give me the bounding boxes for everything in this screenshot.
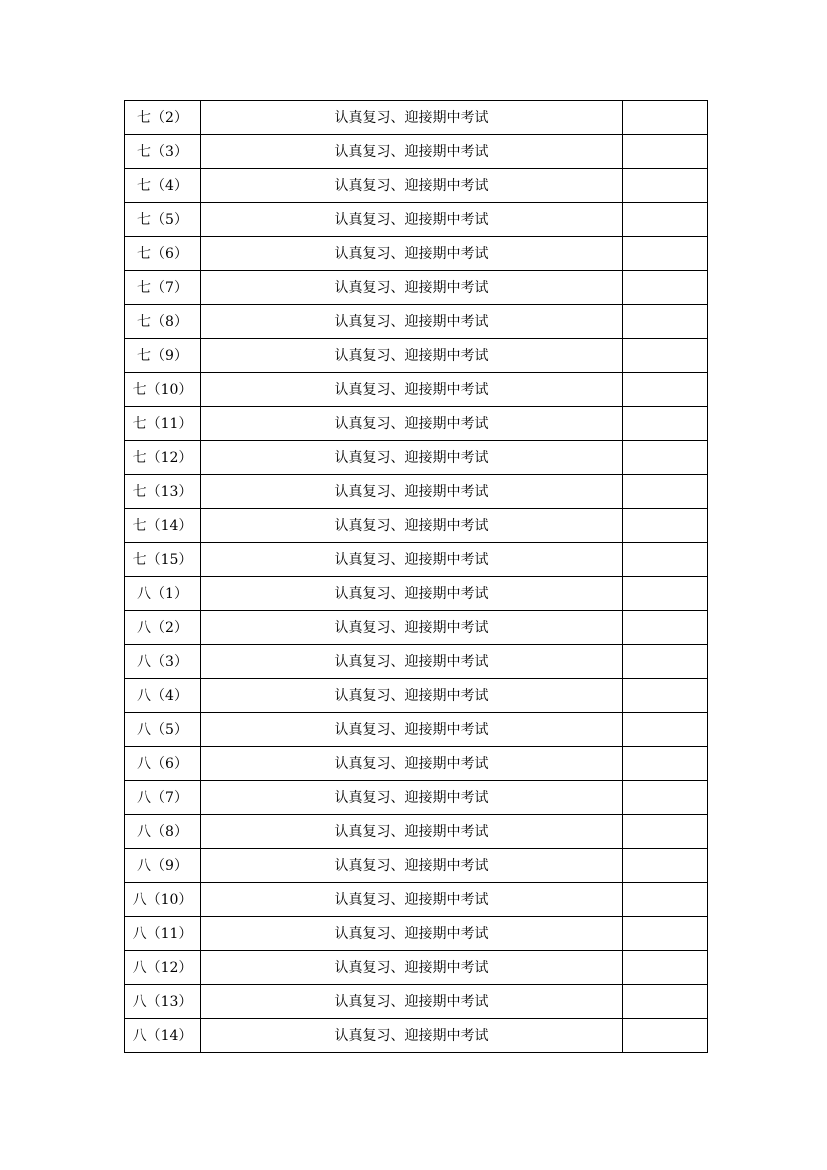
class-name-cell: 八（11）: [125, 917, 201, 951]
note-cell: [623, 781, 708, 815]
class-name-cell: 八（10）: [125, 883, 201, 917]
table-row: [125, 305, 708, 339]
table-row: [125, 917, 708, 951]
note-cell: [623, 135, 708, 169]
table-row: [125, 611, 708, 645]
content-cell: 认真复习、迎接期中考试: [201, 917, 623, 951]
content-cell: 认真复习、迎接期中考试: [201, 985, 623, 1019]
note-cell: [623, 951, 708, 985]
note-cell: [623, 917, 708, 951]
content-cell: 认真复习、迎接期中考试: [201, 135, 623, 169]
table-row: [125, 475, 708, 509]
table-row: [125, 679, 708, 713]
content-cell: 认真复习、迎接期中考试: [201, 815, 623, 849]
content-cell: 认真复习、迎接期中考试: [201, 339, 623, 373]
note-cell: [623, 203, 708, 237]
content-cell: 认真复习、迎接期中考试: [201, 271, 623, 305]
class-name-cell: 七（10）: [125, 373, 201, 407]
table-row: [125, 509, 708, 543]
class-name-cell: 八（1）: [125, 577, 201, 611]
table-row: [125, 951, 708, 985]
table-row: [125, 407, 708, 441]
note-cell: [623, 1019, 708, 1053]
table-row: [125, 1019, 708, 1053]
table-row: [125, 373, 708, 407]
content-cell: 认真复习、迎接期中考试: [201, 1019, 623, 1053]
class-name-cell: 七（4）: [125, 169, 201, 203]
content-cell: 认真复习、迎接期中考试: [201, 747, 623, 781]
class-name-cell: 八（9）: [125, 849, 201, 883]
class-name-cell: 八（14）: [125, 1019, 201, 1053]
note-cell: [623, 883, 708, 917]
note-cell: [623, 645, 708, 679]
table-row: [125, 135, 708, 169]
note-cell: [623, 985, 708, 1019]
class-name-cell: 七（2）: [125, 101, 201, 135]
note-cell: [623, 577, 708, 611]
note-cell: [623, 441, 708, 475]
class-name-cell: 七（13）: [125, 475, 201, 509]
content-cell: 认真复习、迎接期中考试: [201, 883, 623, 917]
class-name-cell: 七（3）: [125, 135, 201, 169]
note-cell: [623, 169, 708, 203]
class-name-cell: 七（15）: [125, 543, 201, 577]
note-cell: [623, 407, 708, 441]
note-cell: [623, 849, 708, 883]
class-name-cell: 七（12）: [125, 441, 201, 475]
class-name-cell: 八（8）: [125, 815, 201, 849]
table-row: [125, 815, 708, 849]
class-name-cell: 七（8）: [125, 305, 201, 339]
content-cell: 认真复习、迎接期中考试: [201, 441, 623, 475]
table-row: [125, 441, 708, 475]
content-cell: 认真复习、迎接期中考试: [201, 679, 623, 713]
table-row: [125, 339, 708, 373]
content-cell: 认真复习、迎接期中考试: [201, 407, 623, 441]
content-cell: 认真复习、迎接期中考试: [201, 713, 623, 747]
class-name-cell: 八（13）: [125, 985, 201, 1019]
table-row: [125, 237, 708, 271]
content-cell: 认真复习、迎接期中考试: [201, 509, 623, 543]
table-body: [125, 101, 708, 1053]
content-cell: 认真复习、迎接期中考试: [201, 475, 623, 509]
table-row: [125, 543, 708, 577]
note-cell: [623, 305, 708, 339]
note-cell: [623, 747, 708, 781]
class-name-cell: 八（5）: [125, 713, 201, 747]
note-cell: [623, 339, 708, 373]
class-name-cell: 七（7）: [125, 271, 201, 305]
table-row: [125, 747, 708, 781]
note-cell: [623, 475, 708, 509]
table-row: [125, 169, 708, 203]
table-row: [125, 713, 708, 747]
note-cell: [623, 509, 708, 543]
note-cell: [623, 815, 708, 849]
class-name-cell: 八（2）: [125, 611, 201, 645]
table-row: [125, 781, 708, 815]
class-name-cell: 八（7）: [125, 781, 201, 815]
class-name-cell: 八（6）: [125, 747, 201, 781]
table-row: [125, 645, 708, 679]
table-row: [125, 883, 708, 917]
table-row: [125, 101, 708, 135]
table-row: [125, 203, 708, 237]
content-cell: 认真复习、迎接期中考试: [201, 101, 623, 135]
content-cell: 认真复习、迎接期中考试: [201, 543, 623, 577]
table-row: [125, 577, 708, 611]
content-cell: 认真复习、迎接期中考试: [201, 373, 623, 407]
content-cell: 认真复习、迎接期中考试: [201, 577, 623, 611]
note-cell: [623, 101, 708, 135]
class-name-cell: 七（14）: [125, 509, 201, 543]
class-name-cell: 七（5）: [125, 203, 201, 237]
content-cell: 认真复习、迎接期中考试: [201, 169, 623, 203]
class-name-cell: 八（3）: [125, 645, 201, 679]
class-schedule-table: [124, 100, 708, 1053]
note-cell: [623, 543, 708, 577]
class-name-cell: 七（9）: [125, 339, 201, 373]
content-cell: 认真复习、迎接期中考试: [201, 645, 623, 679]
class-name-cell: 八（4）: [125, 679, 201, 713]
note-cell: [623, 679, 708, 713]
note-cell: [623, 713, 708, 747]
table-row: [125, 849, 708, 883]
content-cell: 认真复习、迎接期中考试: [201, 305, 623, 339]
note-cell: [623, 611, 708, 645]
content-cell: 认真复习、迎接期中考试: [201, 781, 623, 815]
class-name-cell: 七（6）: [125, 237, 201, 271]
table-row: [125, 985, 708, 1019]
note-cell: [623, 373, 708, 407]
note-cell: [623, 237, 708, 271]
class-name-cell: 七（11）: [125, 407, 201, 441]
table-row: [125, 271, 708, 305]
content-cell: 认真复习、迎接期中考试: [201, 849, 623, 883]
content-cell: 认真复习、迎接期中考试: [201, 203, 623, 237]
content-cell: 认真复习、迎接期中考试: [201, 951, 623, 985]
content-cell: 认真复习、迎接期中考试: [201, 237, 623, 271]
note-cell: [623, 271, 708, 305]
class-name-cell: 八（12）: [125, 951, 201, 985]
content-cell: 认真复习、迎接期中考试: [201, 611, 623, 645]
